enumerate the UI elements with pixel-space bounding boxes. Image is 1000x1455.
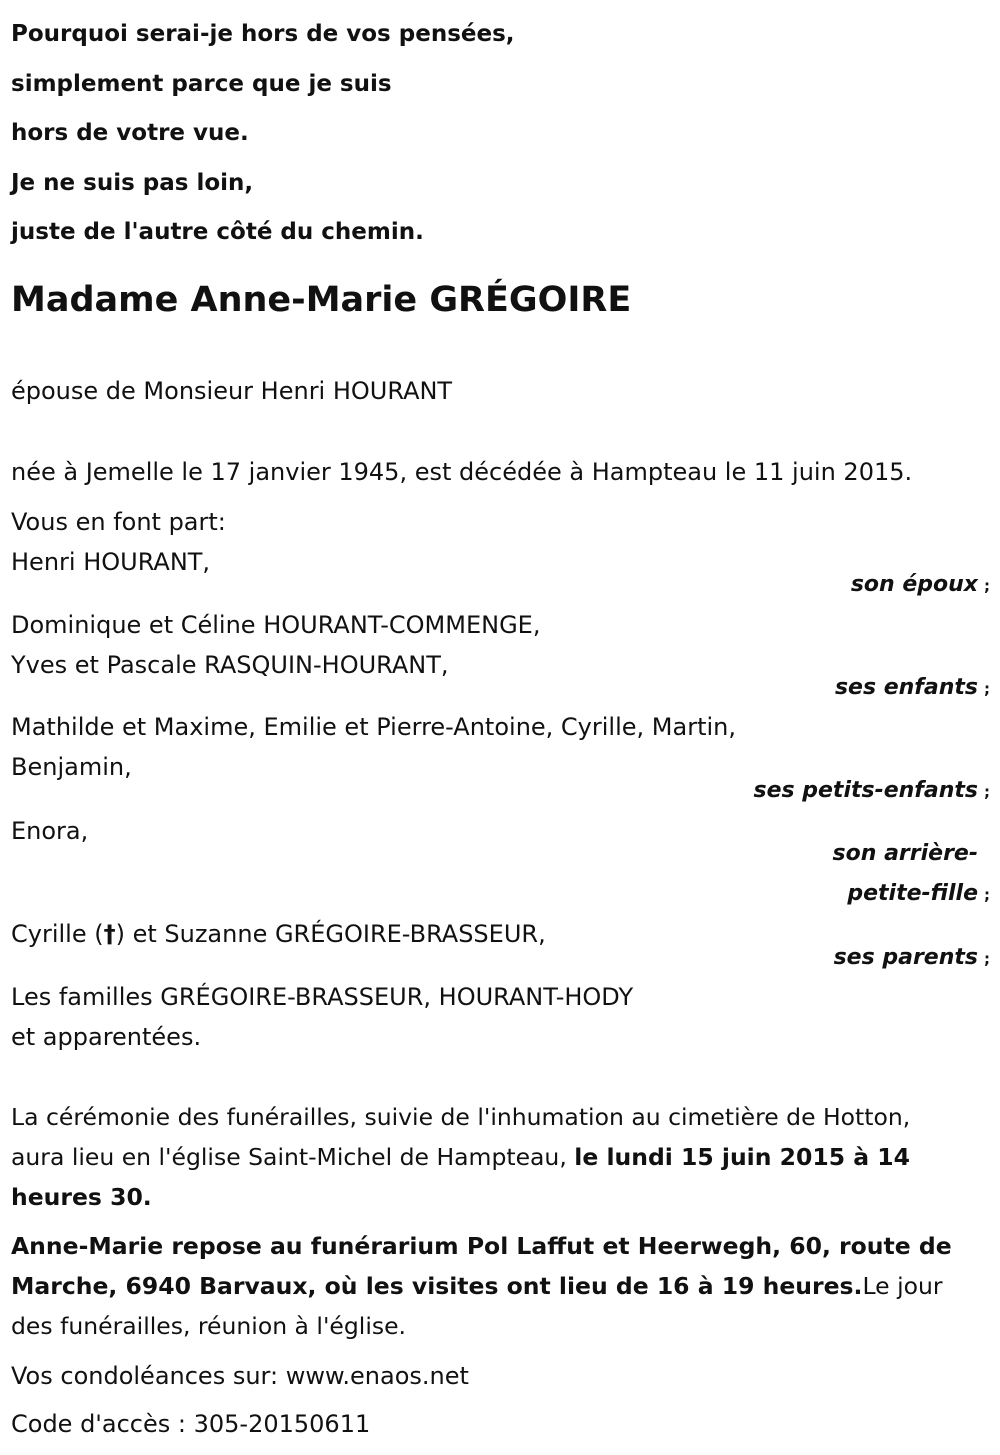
parents-name-before: Cyrille ( bbox=[11, 920, 104, 948]
poem-line: hors de votre vue. bbox=[11, 120, 249, 146]
children-line-1: Dominique et Céline HOURANT-COMMENGE, bbox=[11, 611, 541, 639]
great-grandchild-role-line-1 bbox=[833, 834, 990, 875]
children-line-2: Yves et Pascale RASQUIN-HOURANT, bbox=[11, 651, 449, 679]
grandchildren-line-2: Benjamin, bbox=[11, 753, 132, 781]
role-label: petite-fille bbox=[847, 881, 978, 906]
role-label: son époux bbox=[850, 572, 978, 597]
families-line-1: Les familles GRÉGOIRE-BRASSEUR, HOURANT-HODY bbox=[11, 983, 634, 1011]
ceremony-date: le lundi 15 juin 2015 à 14 heures 30. bbox=[11, 1143, 910, 1211]
role-label: son arrière- bbox=[832, 841, 978, 866]
role-punct: ; bbox=[984, 680, 990, 698]
role-label: ses enfants bbox=[834, 675, 978, 700]
role-punct: ; bbox=[984, 783, 990, 801]
great-grandchild-role-line-2 bbox=[847, 874, 990, 915]
parents-name-after: ) et Suzanne GRÉGOIRE-BRASSEUR, bbox=[115, 920, 546, 948]
families-line-2: et apparentées. bbox=[11, 1023, 202, 1051]
poem-line: Je ne suis pas loin, bbox=[11, 169, 254, 196]
great-grandchild-names: Enora, bbox=[11, 817, 89, 845]
poem-line: juste de l'autre côté du chemin. bbox=[11, 219, 424, 245]
children-role bbox=[835, 668, 990, 709]
spouse-role bbox=[851, 565, 990, 606]
parents-names bbox=[11, 914, 546, 954]
poem-line: simplement parce que je suis bbox=[11, 70, 392, 97]
condolences-line: Vos condoléances sur: www.enaos.net bbox=[11, 1362, 469, 1390]
visitation-paragraph bbox=[11, 1226, 961, 1346]
announcement-intro: Vous en font part: bbox=[11, 508, 226, 536]
role-punct: ; bbox=[984, 950, 990, 968]
grandchildren-role bbox=[753, 771, 990, 812]
deceased-name: Madame Anne-Marie GRÉGOIRE bbox=[11, 280, 632, 320]
spouse-line: épouse de Monsieur Henri HOURANT bbox=[11, 377, 453, 405]
ceremony-paragraph bbox=[11, 1097, 961, 1217]
parents-role bbox=[834, 938, 990, 979]
ceremony-text: La cérémonie des funérailles, suivie de l'inhumation au cimetière de Hotton, aura lieu en l'église Saint-Michel de Hampteau, bbox=[11, 1103, 911, 1171]
role-punct: ; bbox=[984, 886, 990, 904]
role-punct: ; bbox=[984, 577, 990, 595]
access-code: Code d'accès : 305-20150611 bbox=[11, 1410, 371, 1438]
grandchildren-line-1: Mathilde et Maxime, Emilie et Pierre-Antoine, Cyrille, Martin, bbox=[11, 713, 736, 741]
role-label: ses parents bbox=[833, 945, 978, 970]
visitation-rest: Le jour des funérailles, réunion à l'église. bbox=[11, 1272, 943, 1340]
poem bbox=[11, 10, 711, 258]
spouse-names: Henri HOURANT, bbox=[11, 548, 211, 576]
birth-death-line: née à Jemelle le 17 janvier 1945, est décédée à Hampteau le 11 juin 2015. bbox=[11, 458, 913, 486]
visitation-details: Anne-Marie repose au funérarium Pol Laffut et Heerwegh, 60, route de Marche, 6940 Barvaux, où les visites ont lieu de 16 à 19 heures. bbox=[11, 1232, 952, 1300]
cross-icon: † bbox=[103, 920, 116, 948]
role-label: ses petits-enfants bbox=[753, 778, 978, 803]
poem-line: Pourquoi serai-je hors de vos pensées, bbox=[11, 21, 515, 47]
